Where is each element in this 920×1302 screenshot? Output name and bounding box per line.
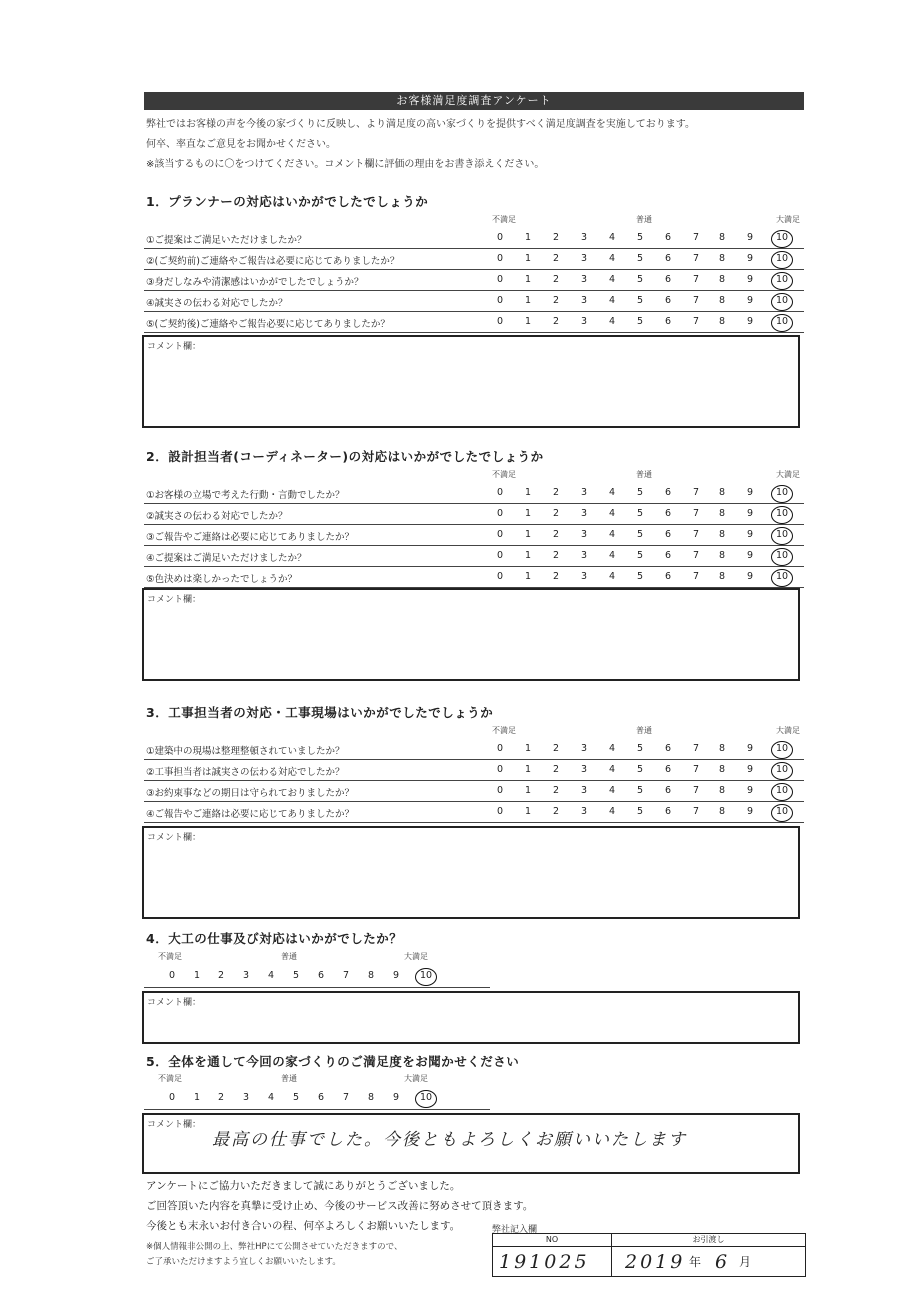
comment-label: コメント欄： — [147, 1120, 202, 1130]
score-option-1[interactable]: 1 — [524, 785, 532, 796]
score-option-7[interactable]: 7 — [692, 274, 700, 285]
intro-line-3: ※該当するものに〇をつけてください。コメント欄に評価の理由をお書き添えください。 — [146, 159, 545, 170]
question-text: ②誠実さの伝わる対応でしたか？ — [146, 511, 288, 522]
score-option-4[interactable]: 4 — [608, 529, 616, 540]
score-option-1[interactable]: 1 — [524, 274, 532, 285]
score-option-10[interactable]: 10 — [775, 764, 789, 775]
score-option-5[interactable]: 5 — [292, 970, 300, 981]
scale-high-label: 大満足 — [404, 952, 428, 961]
score-option-4[interactable]: 4 — [608, 274, 616, 285]
score-option-0[interactable]: 0 — [168, 970, 176, 981]
office-use-table — [492, 1233, 806, 1277]
score-option-1[interactable]: 1 — [524, 764, 532, 775]
question-row — [144, 546, 804, 567]
scale-low-label: 不満足 — [158, 952, 182, 961]
score-option-2[interactable]: 2 — [217, 1092, 225, 1103]
score-option-6[interactable]: 6 — [664, 487, 672, 498]
section-1-comment-box[interactable] — [142, 335, 800, 428]
score-option-3[interactable]: 3 — [580, 253, 588, 264]
question-row — [144, 739, 804, 760]
scale-low-label: 不満足 — [492, 470, 516, 479]
score-option-0[interactable]: 0 — [168, 1092, 176, 1103]
score-option-5[interactable]: 5 — [636, 571, 644, 582]
answer-underline — [144, 986, 490, 988]
score-option-0[interactable]: 0 — [496, 550, 504, 561]
answer-underline — [144, 1108, 490, 1110]
intro-line-1: 弊社ではお客様の声を今後の家づくりに反映し、より満足度の高い家づくりを提供すべく満足度調査を実施しております。 — [146, 119, 695, 130]
footer-line-1: アンケートにご協力いただきまして誠にありがとうございました。 — [146, 1180, 461, 1192]
score-option-3[interactable]: 3 — [242, 1092, 250, 1103]
score-option-4[interactable]: 4 — [608, 550, 616, 561]
score-option-2[interactable]: 2 — [552, 550, 560, 561]
score-option-9[interactable]: 9 — [746, 316, 754, 327]
score-option-10[interactable]: 10 — [775, 571, 789, 582]
score-option-6[interactable]: 6 — [664, 529, 672, 540]
score-option-8[interactable]: 8 — [718, 508, 726, 519]
scale-mid-label: 普通 — [636, 470, 652, 479]
question-row — [144, 760, 804, 781]
question-row — [144, 781, 804, 802]
score-option-5[interactable]: 5 — [636, 550, 644, 561]
score-option-2[interactable]: 2 — [552, 274, 560, 285]
score-option-6[interactable]: 6 — [664, 508, 672, 519]
score-option-2[interactable]: 2 — [552, 508, 560, 519]
score-option-3[interactable]: 3 — [580, 487, 588, 498]
question-text: ④ご提案はご満足いただけましたか？ — [146, 553, 307, 564]
score-option-0[interactable]: 0 — [496, 487, 504, 498]
score-option-7[interactable]: 7 — [342, 970, 350, 981]
score-option-5[interactable]: 5 — [636, 743, 644, 754]
score-option-2[interactable]: 2 — [552, 764, 560, 775]
section-3-comment-box[interactable] — [142, 826, 800, 919]
scale-high-label: 大満足 — [776, 470, 800, 479]
comment-text: 最高の仕事でした。今後ともよろしくお願いいたします — [212, 1130, 687, 1150]
score-option-6[interactable]: 6 — [664, 316, 672, 327]
comment-label: コメント欄： — [147, 998, 202, 1008]
score-option-4[interactable]: 4 — [608, 316, 616, 327]
score-option-2[interactable]: 2 — [552, 232, 560, 243]
section-5-title: 5．全体を通して今回の家づくりのご満足度をお聞かせください — [146, 1054, 520, 1069]
score-option-9[interactable]: 9 — [746, 571, 754, 582]
score-option-4[interactable]: 4 — [608, 508, 616, 519]
score-option-9[interactable]: 9 — [746, 487, 754, 498]
survey-title: お客様満足度調査アンケート — [144, 92, 804, 110]
score-option-9[interactable]: 9 — [746, 253, 754, 264]
score-option-6[interactable]: 6 — [317, 1092, 325, 1103]
score-option-10[interactable]: 10 — [775, 508, 789, 519]
score-option-2[interactable]: 2 — [552, 529, 560, 540]
section-1-title: 1．プランナーの対応はいかがでしたでしょうか — [146, 194, 429, 209]
score-option-3[interactable]: 3 — [580, 785, 588, 796]
score-option-0[interactable]: 0 — [496, 571, 504, 582]
score-option-8[interactable]: 8 — [718, 295, 726, 306]
score-option-4[interactable]: 4 — [267, 1092, 275, 1103]
score-option-3[interactable]: 3 — [242, 970, 250, 981]
score-option-3[interactable]: 3 — [580, 274, 588, 285]
score-option-8[interactable]: 8 — [718, 764, 726, 775]
score-option-3[interactable]: 3 — [580, 571, 588, 582]
handover-header: お引渡し — [612, 1234, 805, 1247]
question-row — [144, 291, 804, 312]
score-option-7[interactable]: 7 — [692, 316, 700, 327]
score-option-8[interactable]: 8 — [718, 274, 726, 285]
score-option-6[interactable]: 6 — [664, 295, 672, 306]
score-option-7[interactable]: 7 — [692, 571, 700, 582]
score-option-9[interactable]: 9 — [746, 508, 754, 519]
score-option-3[interactable]: 3 — [580, 316, 588, 327]
score-option-7[interactable]: 7 — [692, 785, 700, 796]
score-option-0[interactable]: 0 — [496, 253, 504, 264]
score-option-4[interactable]: 4 — [608, 232, 616, 243]
score-option-9[interactable]: 9 — [746, 550, 754, 561]
score-option-8[interactable]: 8 — [367, 1092, 375, 1103]
score-option-7[interactable]: 7 — [692, 232, 700, 243]
score-option-6[interactable]: 6 — [664, 743, 672, 754]
score-option-2[interactable]: 2 — [552, 487, 560, 498]
score-option-7[interactable]: 7 — [692, 764, 700, 775]
question-row — [144, 802, 804, 823]
question-text: ①ご提案はご満足いただけましたか？ — [146, 235, 307, 246]
score-option-5[interactable]: 5 — [636, 253, 644, 264]
score-option-6[interactable]: 6 — [664, 764, 672, 775]
question-row — [144, 504, 804, 525]
score-option-8[interactable]: 8 — [718, 487, 726, 498]
score-option-7[interactable]: 7 — [692, 295, 700, 306]
score-option-2[interactable]: 2 — [552, 743, 560, 754]
section-4-comment-box[interactable] — [142, 991, 800, 1044]
month-unit: 月 — [739, 1255, 755, 1269]
question-text: ④誠実さの伝わる対応でしたか？ — [146, 298, 288, 309]
score-option-0[interactable]: 0 — [496, 529, 504, 540]
score-option-1[interactable]: 1 — [524, 550, 532, 561]
score-option-2[interactable]: 2 — [552, 571, 560, 582]
question-text: ③お約束事などの期日は守られておりましたか？ — [146, 788, 355, 799]
score-option-0[interactable]: 0 — [496, 785, 504, 796]
score-option-7[interactable]: 7 — [692, 550, 700, 561]
section-2-title: 2．設計担当者(コーディネーター)の対応はいかがでしたでしょうか — [146, 449, 544, 464]
score-option-9[interactable]: 9 — [746, 295, 754, 306]
score-option-6[interactable]: 6 — [664, 274, 672, 285]
score-option-5[interactable]: 5 — [636, 529, 644, 540]
score-option-9[interactable]: 9 — [746, 274, 754, 285]
question-text: ⑤(ご契約後)ご連絡やご報告必要に応じてありましたか？ — [146, 319, 390, 330]
score-option-0[interactable]: 0 — [496, 743, 504, 754]
no-value: 191025 — [499, 1251, 590, 1273]
score-option-1[interactable]: 1 — [524, 232, 532, 243]
score-option-6[interactable]: 6 — [664, 571, 672, 582]
question-row — [144, 270, 804, 291]
score-option-8[interactable]: 8 — [718, 785, 726, 796]
score-option-9[interactable]: 9 — [746, 806, 754, 817]
question-row — [144, 483, 804, 504]
score-option-1[interactable]: 1 — [524, 295, 532, 306]
section-5-comment-box[interactable] — [142, 1113, 800, 1174]
question-row — [144, 249, 804, 270]
score-option-0[interactable]: 0 — [496, 508, 504, 519]
score-option-10[interactable]: 10 — [775, 274, 789, 285]
handover-year: 2019 — [625, 1251, 686, 1273]
score-option-10[interactable]: 10 — [775, 806, 789, 817]
score-option-5[interactable]: 5 — [636, 764, 644, 775]
score-option-9[interactable]: 9 — [746, 785, 754, 796]
scale-mid-label: 普通 — [636, 215, 652, 224]
scale-low-label: 不満足 — [492, 215, 516, 224]
score-option-9[interactable]: 9 — [746, 529, 754, 540]
score-option-4[interactable]: 4 — [608, 743, 616, 754]
score-option-7[interactable]: 7 — [692, 743, 700, 754]
score-option-6[interactable]: 6 — [664, 785, 672, 796]
no-header: NO — [493, 1234, 611, 1247]
score-option-4[interactable]: 4 — [608, 295, 616, 306]
score-option-1[interactable]: 1 — [524, 806, 532, 817]
score-option-5[interactable]: 5 — [636, 785, 644, 796]
score-option-3[interactable]: 3 — [580, 508, 588, 519]
question-text: ①お客様の立場で考えた行動・言動でしたか？ — [146, 490, 345, 501]
score-option-7[interactable]: 7 — [692, 529, 700, 540]
question-text: ③身だしなみや清潔感はいかがでしたでしょうか？ — [146, 277, 364, 288]
score-option-0[interactable]: 0 — [496, 295, 504, 306]
question-text: ②工事担当者は誠実さの伝わる対応でしたか？ — [146, 767, 345, 778]
score-option-4[interactable]: 4 — [608, 764, 616, 775]
score-option-8[interactable]: 8 — [718, 232, 726, 243]
score-option-2[interactable]: 2 — [217, 970, 225, 981]
comment-label: コメント欄： — [147, 342, 202, 352]
scale-mid-label: 普通 — [281, 1074, 297, 1083]
comment-label: コメント欄： — [147, 595, 202, 605]
score-option-8[interactable]: 8 — [718, 316, 726, 327]
score-option-10[interactable]: 10 — [775, 316, 789, 327]
score-option-7[interactable]: 7 — [692, 806, 700, 817]
scale-mid-label: 普通 — [281, 952, 297, 961]
score-option-5[interactable]: 5 — [636, 295, 644, 306]
question-row — [144, 525, 804, 546]
score-option-6[interactable]: 6 — [664, 232, 672, 243]
score-option-1[interactable]: 1 — [193, 1092, 201, 1103]
score-option-10[interactable]: 10 — [775, 550, 789, 561]
score-option-3[interactable]: 3 — [580, 529, 588, 540]
question-text: ③ご報告やご連絡は必要に応じてありましたか？ — [146, 532, 355, 543]
score-option-6[interactable]: 6 — [664, 806, 672, 817]
score-option-2[interactable]: 2 — [552, 253, 560, 264]
score-option-0[interactable]: 0 — [496, 806, 504, 817]
score-option-10[interactable]: 10 — [775, 743, 789, 754]
score-option-10[interactable]: 10 — [775, 529, 789, 540]
score-option-5[interactable]: 5 — [636, 316, 644, 327]
question-text: ①建築中の現場は整理整頓されていましたか？ — [146, 746, 345, 757]
score-option-6[interactable]: 6 — [664, 253, 672, 264]
scale-low-label: 不満足 — [492, 726, 516, 735]
score-option-4[interactable]: 4 — [608, 806, 616, 817]
footer-line-3: 今後とも末永いお付き合いの程、何卒よろしくお願いいたします。 — [146, 1220, 461, 1232]
score-option-3[interactable]: 3 — [580, 743, 588, 754]
comment-label: コメント欄： — [147, 833, 202, 843]
score-option-7[interactable]: 7 — [692, 253, 700, 264]
score-option-2[interactable]: 2 — [552, 806, 560, 817]
score-option-10[interactable]: 10 — [775, 295, 789, 306]
score-option-2[interactable]: 2 — [552, 316, 560, 327]
score-option-1[interactable]: 1 — [524, 253, 532, 264]
score-option-3[interactable]: 3 — [580, 550, 588, 561]
score-option-2[interactable]: 2 — [552, 295, 560, 306]
score-option-3[interactable]: 3 — [580, 764, 588, 775]
score-option-10[interactable]: 10 — [775, 253, 789, 264]
score-option-2[interactable]: 2 — [552, 785, 560, 796]
score-option-8[interactable]: 8 — [718, 571, 726, 582]
privacy-note-1: ※個人情報非公開の上、弊社HPにて公開させていただきますので、 — [146, 1242, 403, 1252]
scale-high-label: 大満足 — [776, 215, 800, 224]
score-option-4[interactable]: 4 — [608, 785, 616, 796]
privacy-note-2: ご了承いただけますよう宜しくお願いいたします。 — [146, 1257, 341, 1267]
score-option-9[interactable]: 9 — [746, 764, 754, 775]
score-option-3[interactable]: 3 — [580, 295, 588, 306]
question-row — [144, 567, 804, 588]
score-option-4[interactable]: 4 — [608, 571, 616, 582]
score-option-9[interactable]: 9 — [392, 970, 400, 981]
score-option-3[interactable]: 3 — [580, 806, 588, 817]
question-text: ②(ご契約前)ご連絡やご報告は必要に応じてありましたか？ — [146, 256, 400, 267]
score-option-8[interactable]: 8 — [718, 529, 726, 540]
section-2-comment-box[interactable] — [142, 588, 800, 681]
score-option-1[interactable]: 1 — [524, 529, 532, 540]
score-option-1[interactable]: 1 — [524, 508, 532, 519]
score-option-7[interactable]: 7 — [342, 1092, 350, 1103]
score-option-1[interactable]: 1 — [193, 970, 201, 981]
score-option-5[interactable]: 5 — [636, 806, 644, 817]
score-option-0[interactable]: 0 — [496, 316, 504, 327]
score-option-8[interactable]: 8 — [718, 253, 726, 264]
question-text: ⑤色決めは楽しかったでしょうか？ — [146, 574, 298, 585]
score-option-0[interactable]: 0 — [496, 232, 504, 243]
score-option-6[interactable]: 6 — [317, 970, 325, 981]
score-option-4[interactable]: 4 — [267, 970, 275, 981]
score-option-5[interactable]: 5 — [636, 274, 644, 285]
score-option-1[interactable]: 1 — [524, 743, 532, 754]
year-unit: 年 — [689, 1255, 705, 1269]
scale-high-label: 大満足 — [776, 726, 800, 735]
score-option-9[interactable]: 9 — [746, 743, 754, 754]
handover-month: 6 — [715, 1251, 731, 1273]
question-row — [144, 312, 804, 333]
score-option-7[interactable]: 7 — [692, 508, 700, 519]
score-option-5[interactable]: 5 — [636, 487, 644, 498]
score-option-1[interactable]: 1 — [524, 571, 532, 582]
scale-low-label: 不満足 — [158, 1074, 182, 1083]
office-use-label: 弊社記入欄 — [492, 1225, 538, 1235]
score-option-9[interactable]: 9 — [392, 1092, 400, 1103]
score-option-8[interactable]: 8 — [718, 743, 726, 754]
score-option-8[interactable]: 8 — [367, 970, 375, 981]
score-option-1[interactable]: 1 — [524, 316, 532, 327]
score-option-10[interactable]: 10 — [419, 970, 433, 981]
scale-mid-label: 普通 — [636, 726, 652, 735]
section-3-title: 3．工事担当者の対応・工事現場はいかがでしたでしょうか — [146, 705, 494, 720]
score-option-10[interactable]: 10 — [419, 1092, 433, 1103]
score-option-8[interactable]: 8 — [718, 806, 726, 817]
score-option-5[interactable]: 5 — [636, 508, 644, 519]
score-option-5[interactable]: 5 — [636, 232, 644, 243]
score-option-0[interactable]: 0 — [496, 764, 504, 775]
question-row — [144, 228, 804, 249]
footer-line-2: ご回答頂いた内容を真摯に受け止め、今後のサービス改善に努めさせて頂きます。 — [146, 1200, 534, 1212]
section-4-title: 4．大工の仕事及び対応はいかがでしたか？ — [146, 931, 403, 946]
score-option-4[interactable]: 4 — [608, 253, 616, 264]
score-option-5[interactable]: 5 — [292, 1092, 300, 1103]
question-text: ④ご報告やご連絡は必要に応じてありましたか？ — [146, 809, 355, 820]
score-option-10[interactable]: 10 — [775, 487, 789, 498]
score-option-9[interactable]: 9 — [746, 232, 754, 243]
score-option-8[interactable]: 8 — [718, 550, 726, 561]
intro-line-2: 何卒、率直なご意見をお聞かせください。 — [146, 139, 336, 150]
score-option-0[interactable]: 0 — [496, 274, 504, 285]
score-option-4[interactable]: 4 — [608, 487, 616, 498]
score-option-10[interactable]: 10 — [775, 232, 789, 243]
score-option-1[interactable]: 1 — [524, 487, 532, 498]
scale-high-label: 大満足 — [404, 1074, 428, 1083]
score-option-6[interactable]: 6 — [664, 550, 672, 561]
score-option-7[interactable]: 7 — [692, 487, 700, 498]
score-option-3[interactable]: 3 — [580, 232, 588, 243]
score-option-10[interactable]: 10 — [775, 785, 789, 796]
